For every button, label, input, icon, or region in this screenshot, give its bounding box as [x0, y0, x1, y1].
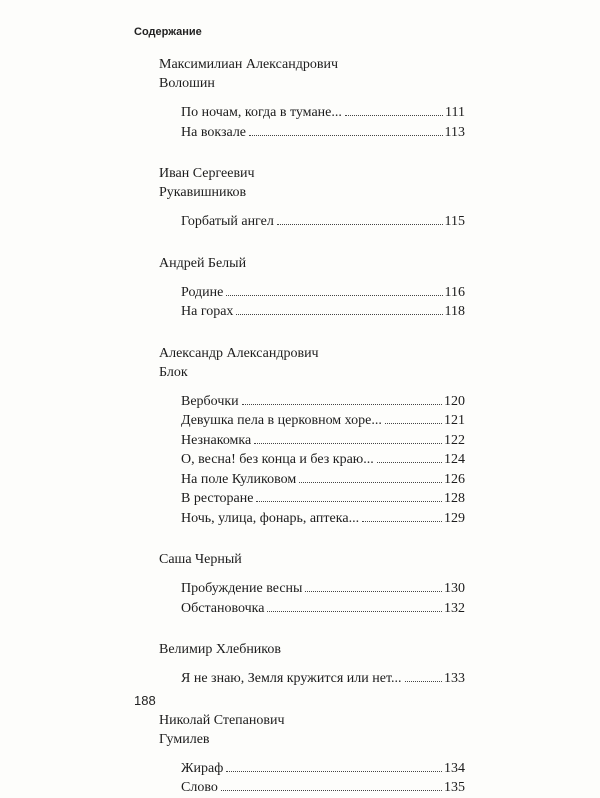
toc-entry[interactable] — [181, 123, 465, 143]
entry-page-number: 128 — [444, 491, 465, 506]
toc-entry[interactable] — [181, 759, 465, 779]
dot-leader — [254, 443, 442, 444]
entry-title: Вербочки — [181, 393, 239, 409]
toc-entry[interactable] — [181, 431, 465, 451]
entry-title: Ночь, улица, фонарь, аптека... — [181, 510, 360, 526]
dot-leader — [267, 611, 442, 612]
toc-entry[interactable] — [181, 669, 465, 689]
entry-title: На поле Куликовом — [181, 471, 297, 487]
author-section — [159, 640, 465, 689]
author-name: Иван Сергеевич — [159, 166, 255, 181]
entry-list — [181, 103, 465, 142]
author-name: Александр Александрович — [159, 345, 319, 361]
author-name: Саша Черный — [159, 552, 242, 567]
entry-page-number: 130 — [444, 581, 465, 596]
entry-title: Родине — [181, 284, 224, 300]
author-name: Андрей Белый — [159, 255, 247, 271]
entry-page-number: 129 — [444, 510, 465, 526]
entry-list — [181, 759, 465, 798]
author-name: Максимилиан Александрович — [159, 57, 338, 72]
entry-title: В ресторане — [181, 491, 254, 506]
author-name: Гумилев — [159, 731, 210, 747]
toc-entry[interactable] — [181, 470, 465, 490]
dot-leader — [377, 462, 442, 463]
entry-page-number: 126 — [444, 471, 465, 487]
author-section — [159, 344, 465, 529]
dot-leader — [345, 115, 443, 116]
entry-page-number: 124 — [444, 452, 465, 467]
entry-title: По ночам, когда в тумане... — [181, 105, 342, 120]
section-gap — [159, 689, 465, 711]
entry-list — [181, 212, 465, 232]
section-gap — [159, 232, 465, 254]
dot-leader — [226, 771, 442, 772]
entry-list — [181, 579, 465, 618]
entry-page-number: 111 — [445, 105, 465, 120]
dot-leader — [249, 135, 442, 136]
dot-leader — [405, 681, 442, 682]
dot-leader — [236, 314, 442, 315]
entry-page-number: 134 — [444, 760, 465, 776]
toc-entry[interactable] — [181, 103, 465, 123]
toc-entry[interactable] — [181, 450, 465, 470]
author-section — [159, 711, 465, 798]
toc-entry[interactable] — [181, 392, 465, 412]
author-section — [159, 164, 465, 232]
entry-page-number: 133 — [444, 671, 465, 686]
entry-title: Горбатый ангел — [181, 214, 274, 229]
entry-title: Слово — [181, 780, 218, 795]
toc-entry[interactable] — [181, 509, 465, 529]
dot-leader — [385, 423, 442, 424]
entry-page-number: 132 — [444, 600, 465, 616]
entry-page-number: 135 — [444, 780, 465, 795]
author-section — [159, 55, 465, 142]
author-name: Велимир Хлебников — [159, 642, 282, 657]
dot-leader — [362, 521, 442, 522]
author-name: Николай Степанович — [159, 712, 285, 728]
entry-page-number: 116 — [444, 284, 465, 300]
entry-list — [181, 669, 465, 689]
toc-entry[interactable] — [181, 411, 465, 431]
entry-page-number: 113 — [444, 124, 465, 140]
toc-entry[interactable] — [181, 302, 465, 322]
entry-title: Девушка пела в церковном хоре... — [181, 413, 382, 428]
section-gap — [159, 322, 465, 344]
toc-entry[interactable] — [181, 778, 465, 798]
page-number: 188 — [134, 693, 156, 708]
entry-page-number: 120 — [444, 393, 465, 409]
toc-entry[interactable] — [181, 489, 465, 509]
dot-leader — [299, 482, 442, 483]
author-name: Рукавишников — [159, 185, 247, 200]
entry-page-number: 122 — [444, 432, 465, 448]
entry-title: О, весна! без конца и без краю... — [181, 452, 374, 467]
toc-entry[interactable] — [181, 579, 465, 599]
author-section — [159, 254, 465, 322]
entry-list — [181, 283, 465, 322]
section-gap — [159, 142, 465, 164]
entry-title: Я не знаю, Земля кружится или нет... — [181, 671, 402, 686]
entry-page-number: 115 — [444, 214, 465, 229]
dot-leader — [221, 790, 442, 791]
entry-title: На горах — [181, 304, 234, 319]
dot-leader — [242, 404, 442, 405]
author-section — [159, 550, 465, 618]
section-gap — [159, 528, 465, 550]
entry-page-number: 118 — [444, 304, 465, 319]
dot-leader — [305, 591, 442, 592]
toc-entry[interactable] — [181, 283, 465, 303]
dot-leader — [256, 501, 442, 502]
entry-title: Незнакомка — [181, 432, 252, 448]
dot-leader — [277, 224, 443, 225]
entry-title: Жираф — [181, 760, 224, 776]
author-name: Волошин — [159, 76, 215, 91]
entry-page-number: 121 — [444, 413, 465, 428]
running-header: Содержание — [134, 26, 202, 38]
entry-title: На вокзале — [181, 124, 247, 140]
toc-entry[interactable] — [181, 599, 465, 619]
entry-list — [181, 392, 465, 529]
dot-leader — [226, 295, 442, 296]
toc-entry[interactable] — [181, 212, 465, 232]
section-gap — [159, 618, 465, 640]
table-of-contents — [159, 55, 465, 798]
author-name: Блок — [159, 364, 188, 380]
entry-title: Пробуждение весны — [181, 581, 303, 596]
entry-title: Обстановочка — [181, 600, 265, 616]
